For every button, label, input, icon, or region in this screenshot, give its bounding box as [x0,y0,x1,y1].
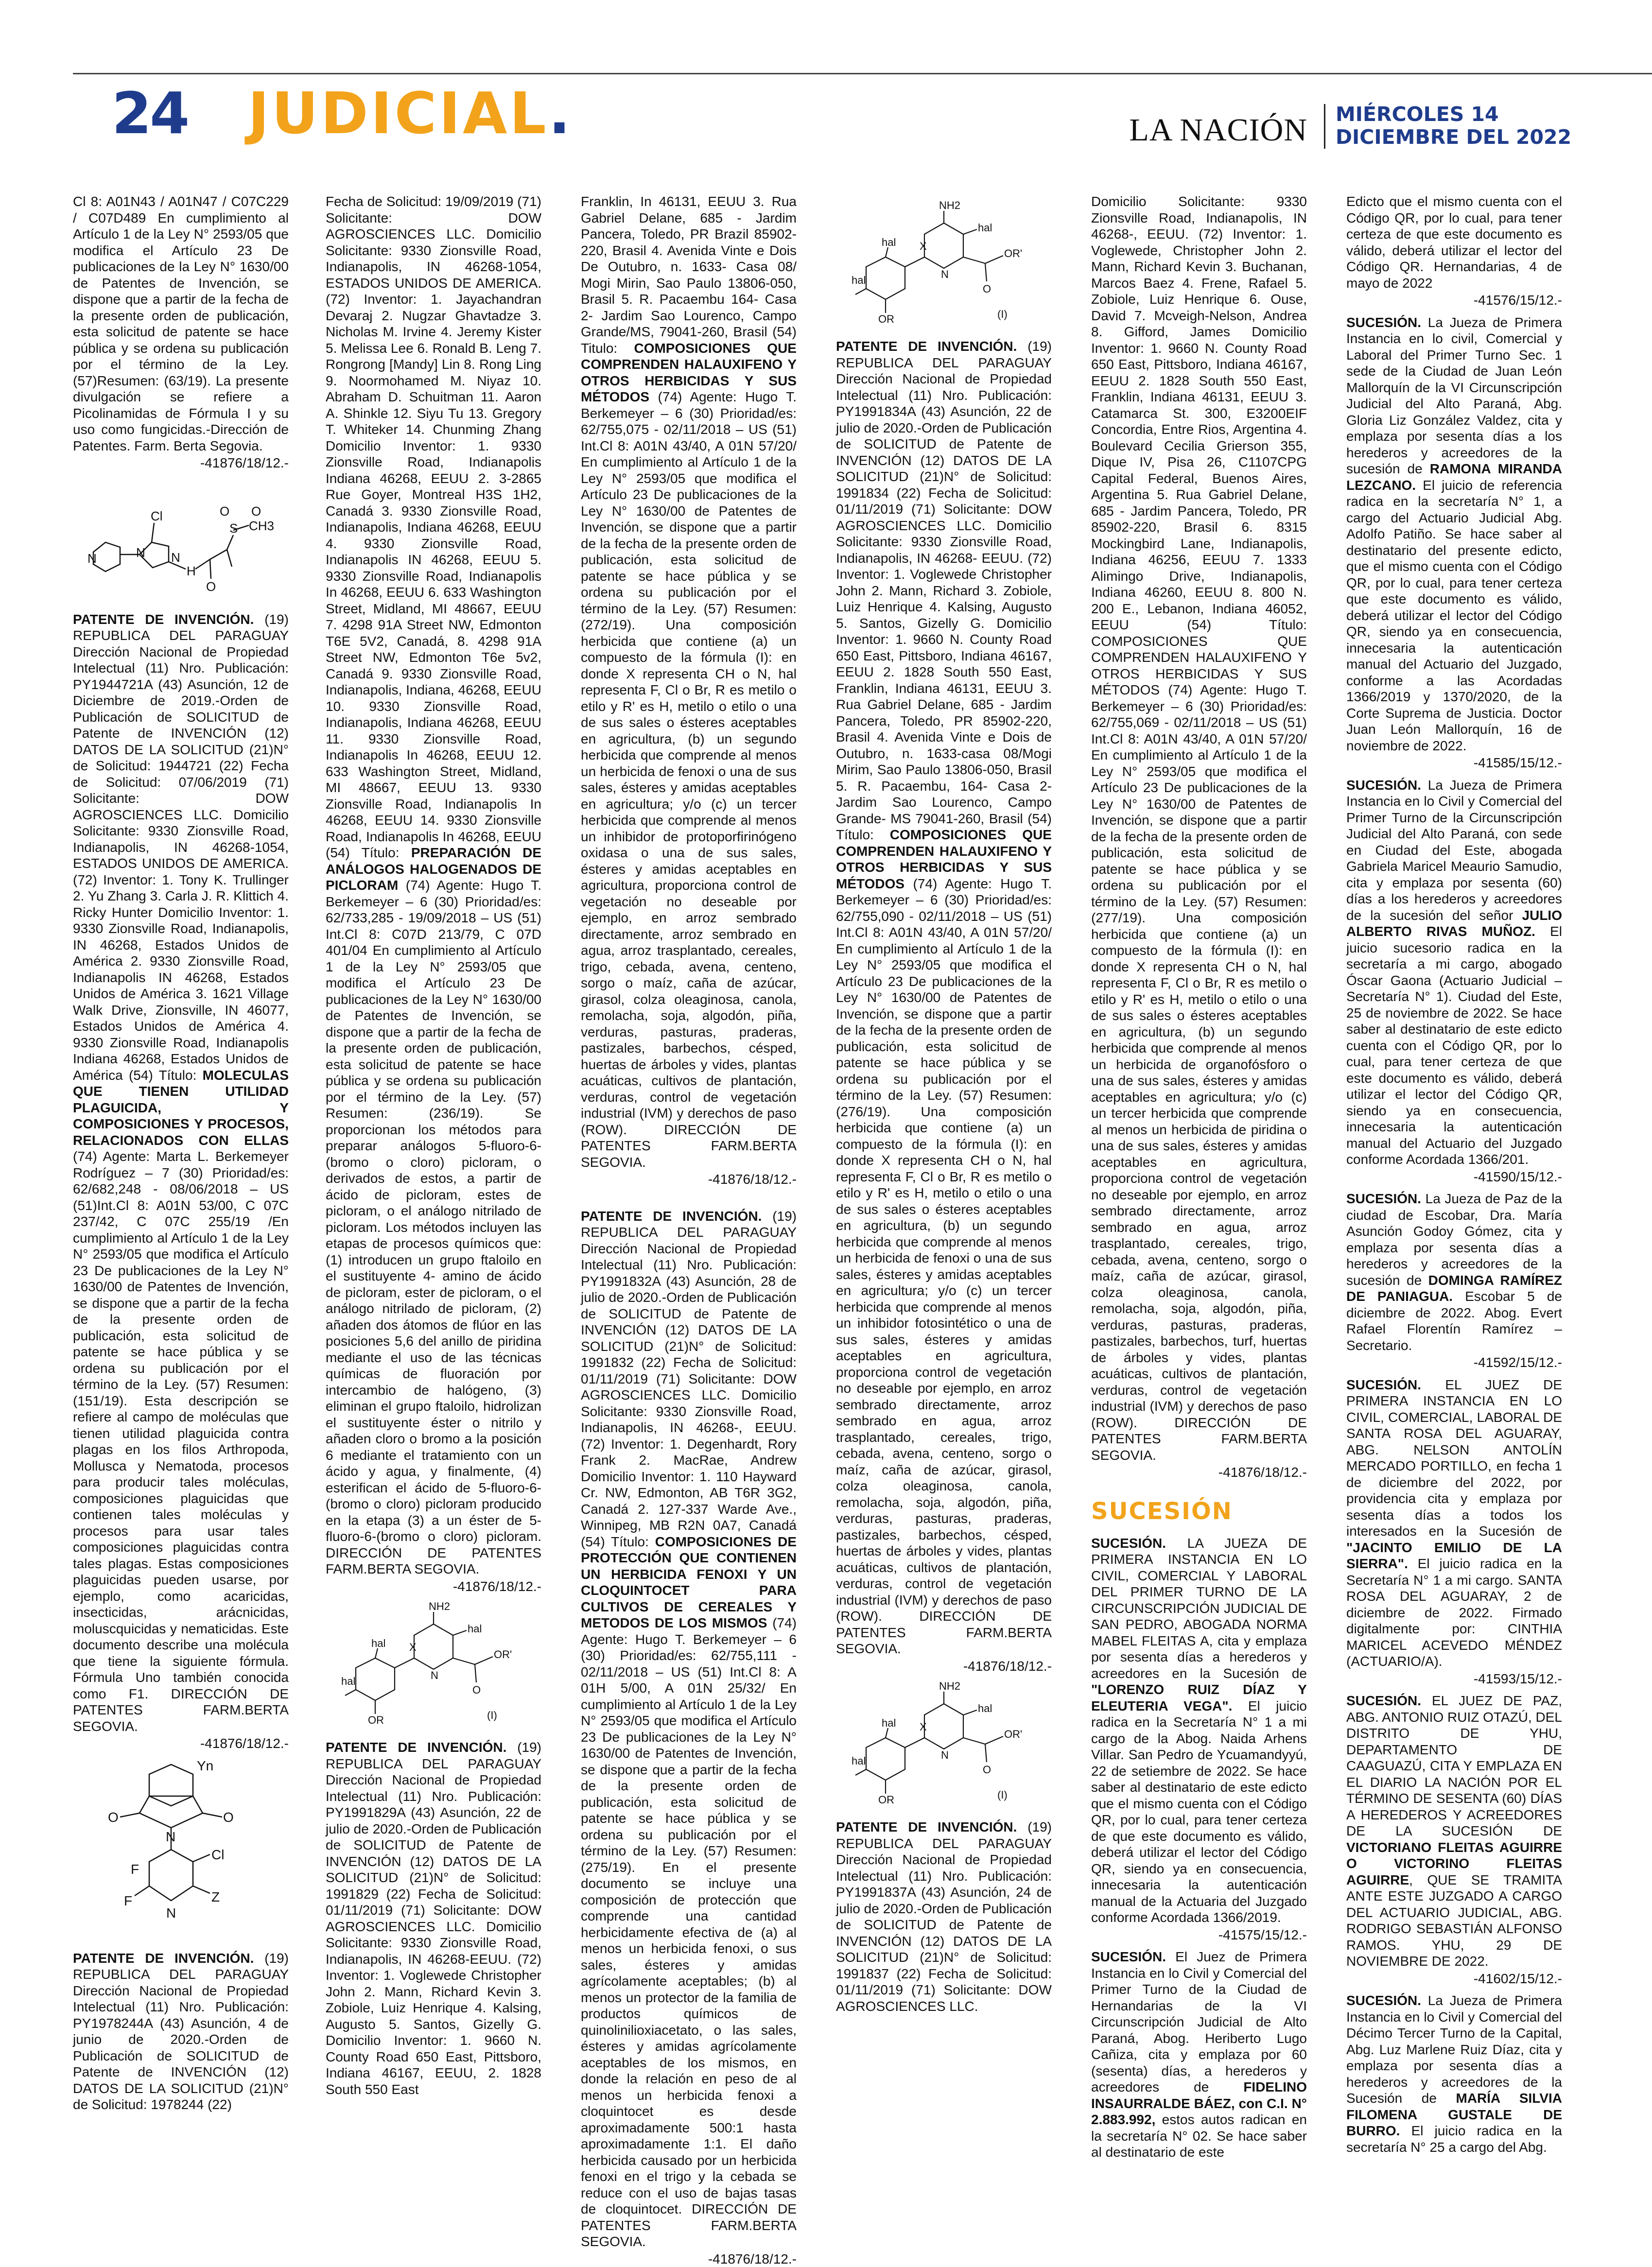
notice-name: VICTORIANO FLEITAS AGUIRRE O VICTORINO FLEITAS AGUIRRE [1346,1840,1562,1887]
notice-lead: SUCESIÓN. [1091,1949,1166,1964]
issue-date-month: DICIEMBRE DEL 2022 [1336,126,1637,149]
chemical-formula-picloram [852,1682,1036,1808]
notice-text [1346,777,1562,1185]
notice-ref: -41876/18/12.- [581,2251,797,2267]
notice-body: Domicilio Solicitante: 9330 Zionsville Road, Indianapolis, IN 46268-, EEUU. (72) Inventor: 1. Voglewede, Christopher John 2. Mann, Richard Kevin 3. Buchanan, Marcos Baez 4. Frene, Rafael 5. Zobiole, Luiz Henrique 6. Ouse, David 7. Mcveigh-Nelson, Andrea 8. Gifford, James Domicilio Inventor: 1. 9660 N. County Road 650 East, Pittsboro, Indiana 46167, EEUU 2. 1828 South 550 East, Franklin, Indiana 46131, EEUU 3. Catamarca St. 300, E3200EIF Concordia, Entre Rios, Argentina 4. Boulevard Cecilia Grierson 355, Dique IV, Pisa 26, C1107CPG Capital Federal, Buenos Aires, Argentina 5. Rua Gabriel Delane, 685 - Jardim Pancera, Toledo, PR 85902-220, Brasil 6. 8315 Mockingbird Lane, Indianapolis, Indiana 46256, EEUU 7. 1333 Alimingo Drive, Indianapolis, Indiana 46260, EEUU 8. 800 N. 200 E., Lebanon, Indiana 46052, EEUU (54) Título: COMPOSICIONES QUE COMPRENDEN HALAUXIFENO Y OTROS HERBICIDAS Y SUS MÉTODOS (74) Agente: Hugo T. Berkemeyer – 6 (30) Prioridad/es: 62/755,069 - 02/11/2018 – US (51) Int.Cl 8: A01N 43/40, A 01N 57/20/ En cumplimiento al Artículo 1 de la Ley N° 2593/05 que modifica el Artículo 23 De publicaciones de la Ley N° 1630/00 de Patentes de Invención, se dispone que a partir de la fecha de la presente orden de publicación, esta solicitud de patente se hace pública y se ordena su publicación por el término de la Ley. (57) Resumen: (277/19). Una composición herbicida que contiene (a) un compuesto de la fórmula (I): en donde X representa CH o N, hal representa F, Cl o Br, R es metilo o etilo y R' es H, metilo o etilo o una de sus sales o ésteres aceptables en agricultura, (b) un segundo herbicida que comprende al menos un herbicida de organofósforo o una de sus sales, ésteres y amidas aceptables en agricultura; y/o (c) un tercer herbicida que comprende al menos un herbicida de piridina o una de sus sales, ésteres y amidas aceptables en agricultura, proporciona control de vegetación no deseable por ejemplo, en arroz sembrado directamente, arroz sembrado en agua, arroz trasplantado, cereales, trigo, cebada, avena, centeno, sorgo o maíz, caña de azúcar, girasol, colza oleaginosa, canola, remolacha, soja, algodón, piña, verduras, pasturas, praderas, pastizales, barbechos, turf, huertas de árboles y vides, plantas acuáticas, cultivos de plantación, verduras, control de vegetación industrial (IVM) y derechos de paso (ROW). DIRECCIÓN DE PATENTES FARM.BERTA SEGOVIA. [1091,194,1307,1463]
notice-body: (74) Agente: Hugo T. Berkemeyer – 6 (30) Prioridad/es: 62/755,075 - 02/11/2018 – US (51) Int.Cl 8: A01N 43/40, A 01N 57/20/ En cumplimiento al Artículo 1 de la Ley N° 2593/05 que modifica el Artículo 23 De publicaciones de la Ley N° 1630/00 de Patentes de Invención, se dispone que a partir de la fecha de la presente orden de publicación, esta solicitud de patente se hace pública y se ordena su publicación por el término de la Ley. (57) Resumen: (272/19). Una composición herbicida que contiene (a) un compuesto de la fórmula (I): en donde X representa CH o N, hal representa F, Cl o Br, R es metilo o etilo y R' es H, metilo o etilo o una de sus sales o ésteres aceptables en agricultura, (b) un segundo herbicida que comprende al menos un herbicida de fenoxi o una de sus sales, ésteres y amidas aceptables en agricultura; y/o (c) un tercer herbicida que comprende al menos un inhibidor de protoporfirinógeno oxidasa o una de sus sales, ésteres y amidas aceptables en agricultura, proporciona control de vegetación no deseable por ejemplo, en arroz sembrado directamente, arroz sembrado en agua, arroz trasplantado, cereales, trigo, cebada, avena, centeno, sorgo o maíz, caña de azúcar, girasol, colza oleaginosa, canola, remolacha, soja, algodón, piña, verduras, pasturas, praderas, pastizales, barbechos, césped, huertas de árboles y vides, plantas acuáticas, cultivos de plantación, verduras, control de vegetación industrial (IVM) y derechos de paso (ROW). DIRECCIÓN DE PATENTES FARM.BERTA SEGOVIA. [581,389,797,1170]
section-title [248,82,573,145]
notice-ref: -41876/18/12.- [73,1735,289,1752]
notice-ref: -41592/15/12.- [1346,1354,1562,1371]
notice-body: El juicio radica en la secretaría N° 25 a cargo del Abg. [1346,2123,1562,2155]
atom-n: N [941,1749,949,1761]
atom-n: N [87,551,97,566]
notice-title: COMPOSICIONES DE PROTECCIÓN QUE CONTIENEN UN HERBICIDA FENOXI Y UN CLOQUINTOCET PARA CULTIVOS DE CEREALES Y METODOS DE LOS MISMOS [581,1534,797,1631]
notice-body: (19) REPUBLICA DEL PARAGUAY Dirección Nacional de Propiedad Intelectual (11) Nro. Publicación: PY1991837A (43) Asunción, 24 de julio de 2020.-Orden de Publicación de SOLICITUD de Patente de INVENCIÓN (12) DATOS DE LA SOLICITUD (21)N° de Solicitud: 1991837 (22) Fecha de Solicitud: 01/11/2019 (71) Solicitante: DOW AGROSCIENCES LLC. [836,1819,1052,2014]
notice-body: La Jueza de Primera Instancia en lo Civil y Comercial del Primer Turno de la Circunscripción Judicial del Alto Paraná, con sede en Ciudad del Este, abogada Gabriela Maricel Meaurio Samudio, cita y emplaza por sesenta (60) días a los herederos y acreedores de la sucesión del señor [1346,778,1562,923]
column-6 [1346,193,1562,2103]
atom-hal: hal [852,274,866,286]
atom-f: F [124,1893,132,1908]
section-heading-sucesion: SUCESIÓN [1091,1497,1307,1525]
notice-text [1091,193,1307,1481]
notice-text [1346,1191,1562,1371]
section-title-text: JUDICIAL [248,80,549,147]
chemical-formula-picloram [341,1602,526,1729]
notice-lead: PATENTE DE INVENCIÓN. [73,1951,254,1966]
formula-label: (I) [997,1789,1008,1801]
column-5 [1091,193,1307,2103]
formula-label: (I) [487,1709,497,1721]
notice-title: COMPOSICIONES QUE COMPRENDEN HALAUXIFENO Y OTROS HERBICIDAS Y SUS MÉTODOS [581,341,797,405]
notice-body: (19) REPUBLICA DEL PARAGUAY Dirección Nacional de Propiedad Intelectual (11) Nro. Publicación: PY1991834A (43) Asunción, 22 de julio de 2020.-Orden de Publicación de SOLICITUD de Patente de INVENCIÓN (12) DATOS DE LA SOLICITUD (21)N° de Solicitud: 1991834 (22) Fecha de Solicitud: 01/11/2019 (71) Solicitante: DOW AGROSCIENCES LLC. Domicilio Solicitante: 9330 Zionsville Road, Indianapolis, IN 46268- EEUU. (72) Inventor: 1. Voglewede Christopher John 2. Mann, Richard 3. Zobiole, Luiz Henrique 4. Kalsing, Augusto 5. Santos, Gizelly G. Domicilio Inventor: 1. 9660 N. County Road 650 East, Pittsboro, Indiana 46167, EEUU 2. 1828 South 550 East, Franklin, Indiana 46131, EEUU 3. Rua Gabriel Delane, 685 - Jardim Pancera, Toledo, PR 85902-220, Brasil 4. Avenida Vinte e Dois de Outubro, n. 1633-casa 08/Mogi Mirim, Sao Paulo 13806-050, Brasil 5. R. Pacaembu, 164- Casa 2- Jardim Sao Lourenco, Campo Grande- MS 79041-260, Brasil (54) Título: [836,339,1052,842]
notice-body: (74) Agente: Marta L. Berkemeyer Rodríguez – 7 (30) Prioridad/es: 62/682,248 - 08/06/2018 – US (51)Int.Cl 8: A01N 53/00, C 07C 237/42, C 07C 255/19 /En cumplimiento al Artículo 1 de la Ley N° 2593/05 que modifica el Artículo 23 De publicaciones de la Ley N° 1630/00 de Patentes de Invención, se dispone que a partir de la fecha de la presente orden de publicación, esta solicitud de patente se hace pública y se ordena su publicación por el término de la Ley. (57) Resumen: (151/19). Esta descripción se refiere al campo de moléculas que tienen utilidad plaguicida contra plagas en los filos Arthropoda, Mollusca y Nematoda, procesos para producir tales moléculas, composiciones plaguicidas que contienen tales moléculas y procesos para usar tales composiciones plaguicidas contra tales plagas. Estas composiciones plaguicidas pueden usarse, por ejemplo, como acaricidas, insecticidas, arácnicidas, moluscquicidas y nematicidas. Este documento describe una molécula que tiene la siguiente fórmula. Fórmula Uno también conocida como F1. DIRECCIÓN DE PATENTES FARM.BERTA SEGOVIA. [73,1149,289,1734]
column-4 [836,193,1052,2103]
newspaper-logo: LA NACIÓN [1113,112,1307,149]
notice-ref: -41590/15/12.- [1346,1169,1562,1185]
atom-o: O [223,1810,234,1825]
notice-lead: SUCESIÓN. [1346,1993,1421,2008]
atom-cl: Cl [151,509,163,523]
notice-body: Edicto que el mismo cuenta con el Código QR, por lo cual, para tener certeza de que este documento es válido, deberá utilizar el lector del Código QR. Hernandarias, 4 de mayo de 2022 [1346,194,1562,291]
notice-text [581,193,797,1188]
notice-body: El juicio radica en la Secretaría N° 1 a mi cargo de la Abog. Naida Arhens Villar. San Pedro de Ycuamandyyú, 22 de setiembre de 2022. Se hace saber al destinatario de este edicto que el mismo cuenta con el Código QR, por lo cual, para tener certeza de que este documento es válido, deberá utilizar el lector del Código QR, siendo ya en consecuencia, innecesaria la autenticación manual de la Actuaria del Juzgado conforme Acordada 1366/2019. [1091,1698,1307,1925]
atom-o: O [983,283,991,295]
atom-n: N [941,268,949,280]
notice-body: EL JUEZ DE PAZ, ABG. ANTONIO RUIZ OTAZÚ, DEL DISTRITO DE YHU, DEPARTAMENTO DE CAAGUAZÚ, CITA Y EMPLAZA EN EL DIARIO LA NACIÓN POR EL TÉRMINO DE SESENTA (60) DÍAS A HEREDEROS Y ACREEDORES DE LA SUCESIÓN DE [1346,1693,1562,1838]
notice-lead: SUCESIÓN. [1346,1191,1421,1206]
notice-ref: -41876/18/12.- [1091,1464,1307,1481]
atom-o: O [206,579,216,594]
atom-n: N [171,550,180,565]
notice-body: (19) REPUBLICA DEL PARAGUAY Dirección Nacional de Propiedad Intelectual (11) Nro. Publicación: PY1991829A (43) Asunción, 22 de julio de 2020.-Orden de Publicación de SOLICITUD de Patente de INVENCIÓN (12) DATOS DE LA SOLICITUD (21)N° de Solicitud: 1991829 (22) Fecha de Solicitud: 01/11/2019 (71) Solicitante: DOW AGROSCIENCES LLC. Domicilio Solicitante: 9330 Zionsville Road, Indianapolis, IN 46268-EEUU. (72) Inventor: 1. Voglewede Christopher John 2. Mann, Richard Kevin 3. Zobiole, Luiz Henrique 4. Kalsing, Augusto 5. Santos, Gizelly G. Domicilio Inventor: 1. 9660 N. County Road 650 East, Pittsboro, Indiana 46167, EEUU, 2. 1828 South 550 East [326,1740,541,2097]
notice-body: Fecha de Solicitud: 19/09/2019 (71) Solicitante: DOW AGROSCIENCES LLC. Domicilio Solicitante: 9330 Zionsville Road, Indianapolis, IN 46268-1054, ESTADOS UNIDOS DE AMERICA. (72) Inventor: 1. Jayachandran Devaraj 2. Nugzar Ghavtadze 3. Nicholas M. Irvine 4. Jeremy Kister 5. Melissa Lee 6. Ronald B. Leng 7. Rongrong [Mandy] Lin 8. Rong Ling 9. Noormohamed M. Niyaz 10. Abraham D. Schuitman 11. Aaron A. Shinkle 12. Siyu Tu 13. Gregory T. Whiteker 14. Chunming Zhang Domicilio Inventor: 1. 9330 Zionsville Road, Indianapolis Indiana 46268, EEUU 2. 3-2865 Rue Goyer, Montreal H3S 1H2, Canadá 3. 9330 Zionsville Road, Indianapolis, Indiana 46268, EEUU 4. 9330 Zionsville Road, Indianapolis IN 46268, EEUU 5. 9330 Zionsville Road, Indianapolis In 46268, EEUU 6. 633 Washington Street, Midland, MI 48667, EEUU 7. 4298 91A Street NW, Edmonton T6E 5V2, Canadá, 8. 4298 91A Street NW, Edmonton T6e 5v2, Canadá 9. 9330 Zionsville Road, Indianapolis, Indiana, 46268, EEUU 10. 9330 Zionsville Road, Indianapolis, Indiana 46268, EEUU 11. 9330 Zionsville Road, Indianapolis In 46268, EEUU 12. 633 Washington Street, Midland, MI 48667, EEUU 13. 9330 Zionsville Road, Indianapolis In 46268, EEUU 14. 9330 Zionsville Road, Indianapolis In 46268, EEUU (54) Título: [326,194,541,860]
atom-cl: Cl [211,1847,224,1862]
notice-text [1346,1377,1562,1687]
chemical-formula-picolinamide [79,479,283,601]
top-rule [73,73,1652,74]
atom-hal: hal [341,1675,355,1687]
atom-ch3: CH3 [249,519,274,533]
atom-n: N [166,1829,175,1844]
notice-text [1346,193,1562,309]
notice-text [326,193,541,1594]
notice-lead: PATENTE DE INVENCIÓN. [836,339,1017,354]
atom-hal: hal [468,1623,482,1635]
notice-lead: PATENTE DE INVENCIÓN. [836,1819,1017,1834]
atom-hal: hal [882,236,896,248]
atom-hal: hal [371,1637,385,1649]
notice-text [836,1819,1052,2014]
atom-s: S [229,521,238,536]
notice-text [1346,1992,1562,2155]
notice-name: JULIO ALBERTO RIVAS MUÑOZ. [1346,908,1562,939]
notice-text [1091,1949,1307,2161]
notice-ref: -41575/15/12.- [1091,1927,1307,1943]
atom-hal: hal [852,1755,866,1767]
issue-date [1336,103,1637,149]
notice-text [1091,1535,1307,1943]
notice-body: El juicio de referencia radica en la secretaría N° 1, a cargo del Actuario Judicial Abg. Adolfo Patiño. Se hace saber al destinatario del presente edicto, que el mismo cuenta con el Código QR, por lo cual, para tener certeza que este documento es válido, deberá utilizar el lector del Código QR, siendo ya en consecuencia, innecesaria la autenticación manual del Actuario del Juzgado, conforme a las Acordadas 1366/2019 y 1370/2020, de la Corte Suprema de Justicia. Doctor Juan León Mallorquín, 16 de noviembre de 2022. [1346,478,1562,753]
notice-lead: SUCESIÓN. [1346,1693,1421,1708]
notice-text [581,1208,797,2267]
notice-text [1346,314,1562,771]
atom-o: O [220,504,229,519]
notice-name: MARÍA SILVIA FILOMENA GUSTALE DE BURRO. [1346,2091,1562,2138]
notice-name: "JACINTO EMILIO DE LA SIERRA". [1346,1540,1562,1572]
atom-hal: hal [882,1717,896,1729]
notice-body: El Juez de Primera Instancia en lo Civil y Comercial del Primer Turno de la Ciudad de Hernandarias de la VI Circunscripción Judicial de Alto Paraná, Abog. Heriberto Lugo Cañiza, cita y emplaza por 60 (sesenta) días, a herederos y acreedores de [1091,1949,1307,2094]
atom-n: N [136,545,145,560]
formula-label: (I) [997,308,1008,320]
notice-text [1346,1693,1562,1987]
notice-body: EL JUEZ DE PRIMERA INSTANCIA EN LO CIVIL, COMERCIAL, LABORAL DE SANTA ROSA DEL AGUARAY, ABG. NELSON ANTOLÍN MERCADO PORTILLO, en fecha 1 de diciembre del 2022, por providencia cita y emplaza por sesenta días a todos los interesados en la Sucesión de [1346,1377,1562,1539]
notice-body: Franklin, In 46131, EEUU 3. Rua Gabriel Delane, 685 - Jardim Pancera, Toledo, PR Brazil 85902-220, Brasil 4. Avenida Vinte e Dois De Outubro, n. 1633- Casa 08/ Mogi Mirin, Sao Paulo 13806-050, Brasil 5. R. Pacaembu 164- Casa 2- Jardim Sao Lourenco, Campo Grande/MS, 79041-260, Brasil (54) Titulo: [581,194,797,356]
notice-name: FIDELINO INSAURRALDE BÁEZ, con C.I. N° 2.883.992, [1091,2079,1307,2127]
atom-yn: Yn [197,1758,213,1773]
notice-body: El juicio sucesorio radica en la secretaría a mi cargo, abogado Óscar Gaona (Actuario Judicial – Secretaría N° 1). Ciudad del Este, 25 de noviembre de 2022. Se hace saber al destinatario de este edicto cuenta con el Código QR, por lo cual, para tener certeza de que este documento es válido, deberá utilizar el lector del Código QR, siendo ya en consecuencia, innecesaria la autenticación manual del Actuario del Juzgado conforme Acordada 1366/201. [1346,924,1562,1167]
notice-body: estos autos radican en la secretaría N° 02. Se hace saber al destinatario de este [1091,2112,1307,2160]
atom-x: X [920,1721,927,1733]
column-3 [581,193,797,2103]
notice-text [326,1739,541,2097]
atom-f: F [131,1862,139,1877]
atom-nh2: NH2 [939,199,960,211]
notice-lead: PATENTE DE INVENCIÓN. [326,1740,506,1755]
notice-lead: SUCESIÓN. [1346,315,1421,330]
notice-text [836,338,1052,1674]
notice-body: El juicio radica en la Secretaría N° 1 a mi cargo. SANTA ROSA DEL AGUARAY, 2 de diciembre de 2022. Firmado digitalmente por: CINTHIA MARICEL ACEVEDO MÉNDEZ (ACTUARIO/A). [1346,1556,1562,1669]
notice-body: Cl 8: A01N43 / A01N47 / C07C229 / C07D489 En cumplimiento al Artículo 1 de la Ley N° 2593/05 que modifica el Artículo 23 De publicaciones de la Ley N° 1630/00 de Patentes de Invención, se dispone que a partir de la fecha de la presente orden de publicación, esta solicitud de patente se hace pública y se ordena su publicación por el término de la Ley. (57)Resumen: (63/19). La presente divulgación se refiere a Picolinamidas de Fórmula I y su uso como fungicidas.-Dirección de Patentes. Farm. Berta Segovia. [73,194,289,453]
atom-or: OR' [1004,1728,1022,1740]
chemical-formula-phthalimide [101,1760,261,1939]
atom-or: OR [878,313,894,325]
column-1 [73,193,289,2103]
notice-ref: -41876/18/12.- [326,1578,541,1595]
header-divider [1324,104,1325,149]
atom-x: X [409,1641,417,1653]
notice-title: PREPARACIÓN DE ANÁLOGOS HALOGENADOS DE PICLORAM [326,845,541,893]
notice-ref: -41602/15/12.- [1346,1971,1562,1987]
atom-o: O [108,1810,119,1825]
atom-or: OR' [494,1648,512,1661]
notice-text [73,611,289,1752]
atom-x: X [920,240,927,252]
notice-text [73,193,289,471]
section-title-dot: . [549,80,573,147]
notice-lead: SUCESIÓN. [1346,1377,1421,1392]
notice-body: (74) Agente: Hugo T. Berkemeyer – 6 (30) Prioridad/es: 62/733,285 - 19/09/2018 – US (51) Int.Cl 8: C07D 213/79, C 07D 401/04 En cumplimiento al Artículo 1 de la Ley N° 2593/05 que modifica el Artículo 23 De publicaciones de la Ley N° 1630/00 de Patentes de Invención, se dispone que a partir de la fecha de la presente orden de publicación, esta solicitud de patente se hace pública y se ordena su publicación por el término de la Ley. (57) Resumen: (236/19). Se proporcionan los métodos para preparar análogos 5-fluoro-6-(bromo o cloro) picloram, o derivados de estos, a partir de ácido de picloram, estes de picloram, o el análogo nitrilado de picloram. Los métodos incluyen las etapas de procesos químicos que: (1) introducen un grupo ftaloilo en el sustituyente 4- amino de ácido de picloram, ester de picloram, o el análogo nitrilado de picloram, (2) añaden dos átomos de flúor en las posiciones 5,6 del anillo de piridina mediante el uso de las técnicas químicas de fluoración por intercambio de halógeno, (3) eliminan el grupo ftaloilo, hidrolizan el sustituyente éster o nitrilo y añaden cloro o bromo a la posición 6 mediante el tratamiento con un ácido y agua, y finalmente, (4) esterifican el ácido de 5-fluoro-6-(bromo o cloro) picloram producido en la etapa (3) a un éster de 5-fluoro-6-(bromo o cloro) picloram. DIRECCIÓN DE PATENTES FARM.BERTA SEGOVIA. [326,878,541,1576]
chemical-formula-picloram [852,201,1036,328]
atom-nh2: NH2 [939,1680,960,1692]
notice-lead: SUCESIÓN. [1091,1536,1166,1551]
notice-lead: PATENTE DE INVENCIÓN. [581,1209,762,1224]
atom-n: N [431,1669,438,1681]
atom-or: OR' [1004,247,1022,260]
notice-body: La Jueza de Paz de la ciudad de Escobar, Dra. María Asunción Godoy Gómez, cita y emplaza por sesenta días a herederos y acreedores de la sucesión de [1346,1191,1562,1288]
notice-body: LA JUEZA DE PRIMERA INSTANCIA EN LO CIVIL, COMERCIAL Y LABORAL DEL PRIMER TURNO DE LA CIRCUNSCRIPCIÓN JUDICIAL DE SAN PEDRO, ABOGADA NORMA MABEL FLEITAS A, cita y emplaza por sesenta días a herederos y acreedores en la Sucesión de [1091,1536,1307,1681]
notice-lead: SUCESIÓN. [1346,778,1421,793]
notice-ref: -41585/15/12.- [1346,755,1562,771]
notice-body: (19) REPUBLICA DEL PARAGUAY Dirección Nacional de Propiedad Intelectual (11) Nro. Publicación: PY1978244A (43) Asunción, 4 de junio de 2020.-Orden de Publicación de SOLICITUD de Patente de INVENCIÓN (12) DATOS DE LA SOLICITUD (21)N° de Solicitud: 1978244 (22) [73,1951,289,2112]
atom-hal: hal [978,222,992,234]
atom-or: OR [368,1714,384,1726]
notice-body: (19) REPUBLICA DEL PARAGUAY Dirección Nacional de Propiedad Intelectual (11) Nro. Publicación: PY1944721A (43) Asunción, 12 de Diciembre de 2019.-Orden de Publicación de SOLICITUD de Patente de INVENCIÓN (12) DATOS DE LA SOLICITUD (21)N° de Solicitud: 1944721 (22) Fecha de Solicitud: 07/06/2019 (71) Solicitante: DOW AGROSCIENCES LLC. Domicilio Solicitante: 9330 Zionsville Road, Indianapolis, IN 46268-1054, ESTADOS UNIDOS DE AMERICA. (72) Inventor: 1. Tony K. Trullinger 2. Yu Zhang 3. Carla J. R. Klittich 4. Ricky Hunter Domicilio Inventor: 1. 9330 Zionsville Road, Indianapolis, IN 46268, Estados Unidos de América 2. 9330 Zionsville Road, Indianapolis IN 46268, Estados Unidos de América 3. 1621 Village Walk Drive, Zionsville, IN 46077, Estados Unidos de América 4. 9330 Zionsville Road, Indianapolis Indiana 46268, Estados Unidos de América (54) Título: [73,612,289,1083]
atom-h: H [187,564,196,578]
atom-nh2: NH2 [429,1600,450,1612]
notice-body: Escobar 5 de diciembre de 2022. Abog. Evert Rafael Florentín Ramírez – Secretario. [1346,1289,1562,1353]
atom-or: OR [878,1794,894,1806]
notice-lead: PATENTE DE INVENCIÓN. [73,612,254,627]
issue-date-weekday: MIÉRCOLES 14 [1336,103,1637,126]
notice-body: (74) Agente: Hugo T. Berkemeyer – 6 (30) Prioridad/es: 62/755,111 - 02/11/2018 – US (51) Int.Cl 8: A 01H 5/00, A 01N 25/32/ En cumplimiento al Artículo 1 de la Ley N° 2593/05 que modifica el Artículo 23 De publicaciones de la Ley N° 1630/00 de Patentes de Invención, se dispone que a partir de la fecha de la presente orden de publicación, esta solicitud de patente se hace pública y se ordena su publicación por el término de la Ley. (57) Resumen: (275/19). En el presente documento se incluye una composición de protección que comprende una cantidad herbicidamente efectiva de (a) al menos un herbicida fenoxi, o sus sales, ésteres y amidas agrícolamente aceptables; (b) al menos un protector de la familia de productos químicos de quinolinilioxiacetato, o las sales, ésteres y amidas agrícolamente aceptables de los mismos, en donde la relación en peso de al menos un herbicida fenoxi a cloquintocet es desde aproximadamente 500:1 hasta aproximadamente 1:1. El daño herbicida causado por un herbicida fenoxi en el trigo y la cebada se reduce con el uso de bajas tasas de cloquintocet. DIRECCIÓN DE PATENTES FARM.BERTA SEGOVIA. [581,1615,797,2249]
notice-text [73,1950,289,2113]
atom-o: O [251,504,261,519]
notice-body: (19) REPUBLICA DEL PARAGUAY Dirección Nacional de Propiedad Intelectual (11) Nro. Publicación: PY1991832A (43) Asunción, 28 de julio de 2020.-Orden de Publicación de SOLICITUD de Patente de INVENCIÓN (12) DATOS DE LA SOLICITUD (21)N° de Solicitud: 1991832 (22) Fecha de Solicitud: 01/11/2019 (71) Solicitante: DOW AGROSCIENCES LLC. Domicilio Solicitante: 9330 Zionsville Road, Indianapolis, IN 46268-, EEUU. (72) Inventor: 1. Degenhardt, Rory Frank 2. MacRae, Andrew Domicilio Inventor: 1. 110 Hayward Cr. NW, Edmonton, AB T6R 3G2, Canadá 2. 127-337 Warde Ave., Winnipeg, MB R2N 0A7, Canadá (54) Título: [581,1209,797,1549]
atom-z: Z [211,1889,220,1904]
atom-hal: hal [978,1702,992,1714]
page-number: 24 [112,82,188,145]
notice-ref: -41876/18/12.- [581,1171,797,1188]
notice-ref: -41876/18/12.- [73,455,289,471]
notice-title: COMPOSICIONES QUE COMPRENDEN HALAUXIFENO Y OTROS HERBICIDAS Y SUS MÉTODOS [836,827,1052,891]
atom-o: O [983,1764,991,1776]
notice-body: , QUE SE TRAMITA ANTE ESTE JUZGADO A CARGO DEL ACTUARIO JUDICIAL, ABG. RODRIGO SEBASTIÁN ALFONSO RAMOS. YHU, 29 DE NOVIEMBRE DE 2022. [1346,1872,1562,1969]
notice-name: "LORENZO RUIZ DÍAZ Y ELEUTERIA VEGA". [1091,1682,1307,1713]
notice-ref: -41576/15/12.- [1346,292,1562,309]
notice-name: RAMONA MIRANDA LEZCANO. [1346,461,1562,493]
atom-n: N [166,1905,176,1921]
notice-name: DOMINGA RAMÍREZ DE PANIAGUA. [1346,1273,1562,1304]
notice-ref: -41593/15/12.- [1346,1671,1562,1687]
notice-title: MOLECULAS QUE TIENEN UTILIDAD PLAGUICIDA, Y COMPOSICIONES Y PROCESOS, RELACIONADOS CON ELLAS [73,1068,289,1148]
notice-ref: -41876/18/12.- [836,1658,1052,1675]
notice-body: (74) Agente: Hugo T. Berkemeyer – 6 (30) Prioridad/es: 62/755,090 - 02/11/2018 – US (51) Int.Cl 8: A01N 43/40, A 01N 57/20/ En cumplimiento al Artículo 1 de la Ley N° 2593/05 que modifica el Artículo 23 De publicaciones de la Ley N° 1630/00 de Patentes de Invención, se dispone que a partir de la fecha de la presente orden de publicación, esta solicitud de patente se hace pública y se ordena su publicación por el término de la Ley. (57) Resumen: (276/19). Una composición herbicida que contiene (a) un compuesto de la fórmula (I): en donde X representa CH o N, hal representa F, Cl o Br, R es metilo o etilo y R' es H, metilo o etilo o una de sus sales o ésteres aceptables en agricultura, (b) un segundo herbicida que comprende al menos un herbicida de fenoxi o una de sus sales, ésteres y amidas aceptables en agricultura; y/o (c) un tercer herbicida que comprende al menos un inhibidor fotosintético o una de sus sales, ésteres y amidas aceptables en agricultura, proporciona control de vegetación no deseable por ejemplo, en arroz sembrado directamente, arroz sembrado en agua, arroz trasplantado, cereales, trigo, cebada, avena, centeno, sorgo o maíz, caña de azúcar, girasol, colza oleaginosa, canola, remolacha, soja, algodón, piña, verduras, pasturas, praderas, pastizales, barbechos, césped, huertas de árboles y vides, plantas acuáticas, cultivos de plantación, verduras, control de vegetación industrial (IVM) y derechos de paso (ROW). DIRECCIÓN DE PATENTES FARM.BERTA SEGOVIA. [836,876,1052,1657]
atom-o: O [472,1684,481,1696]
notice-body: La Jueza de Primera Instancia en lo civil, Comercial y Laboral del Primer Turno Sec. 1 sede de la Ciudad de Juan León Mallorquín de la VI Circunscripción Judicial del Alto Paraná, Abg. Gloria Liz González Valdez, cita y emplaza por sesenta días a los herederos y acreedores de la sucesión de [1346,315,1562,477]
column-2 [326,193,541,2103]
notice-body: La Jueza de Primera Instancia en lo Civil y Comercial del Décimo Tercer Turno de la Capital, Abg. Luz Marlene Ruiz Díaz, cita y emplaza por sesenta días a herederos y acreedores de la Sucesión de [1346,1993,1562,2106]
